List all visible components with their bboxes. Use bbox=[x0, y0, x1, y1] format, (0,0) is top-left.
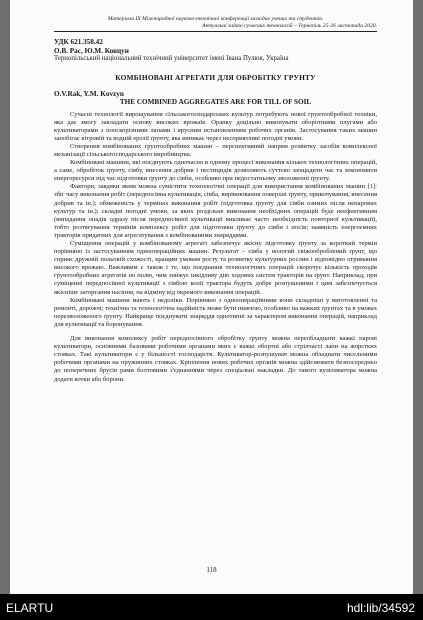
affiliation: Тернопільський національний технічний університет імені Івана Пулюя, Україна bbox=[54, 55, 289, 62]
page-number: 118 bbox=[206, 566, 217, 574]
authors: О.В. Рас, Ю.М. Ковцун bbox=[54, 46, 129, 55]
udc-code: УДК 621.358.42 bbox=[54, 38, 103, 46]
authors-en: O.V.Rak, Y.M. Kovzyn bbox=[54, 89, 124, 98]
paragraph-2: Створення комбінованих грунтообробних машин – перспективний напрям розвитку засобів комплексної механізації сільськогосподарського виробництва. bbox=[54, 142, 377, 158]
paragraph-4: Фактори, завдяки яким можна сумістити технологічні операції для використання комбінованих машин [1]: збіг часу виконання робіт (передпосівна культивація, сівба, вирівнювання поверхні ґрунту, прикочування, внесення добрив та ін.); обмеженість у термінах виконання робіт (підготовка ґрунту для сівби озимих після непарових культур та ін.); складні погодні умови, за яких роздільне виконання необхідних операцій буде неефективним (випадання опадів одразу після передпосівної культивації викликає часто необхідність повторної культивації), тобто розтягування термінів комплексу робіт для підготовки ґрунту до сівби і посів; наявність енергоємних тракторів придатних для агрегатування з комбінованими знаряддями. bbox=[54, 183, 377, 239]
paragraph-6: Комбіновані машини мають і недоліки. Порівняно з одноопераційними вони складніші у виготовленні та ремонті, дорожчі; технічна та технологічна надійність може бути нижчою, особливо на важких ґрунтах та в умовах перезволоженого ґрунту. Найкраще поєднувати знаряддя однотипні за характером виконання операцій, наприклад для культивації та боронування. bbox=[54, 296, 377, 328]
repository-footer bbox=[0, 594, 423, 620]
paper-title-en: THE COMBINED AGGREGATES ARE FOR TILL OF SOIL bbox=[119, 98, 312, 106]
paper-title-ua: КОМБІНОВАНІ АГРЕГАТИ ДЛЯ ОБРОБІТКУ ГРУНТУ bbox=[115, 72, 316, 82]
paragraph-1: Сучасні технології вирощування сільськогосподарських культур потребують нової грунтообробної техніки, яка дає змогу закладати основу високих врожаїв. Оранку доцільно виконувати оборотними плугами або культиваторами з плоскорізними лапами і ярусним встановленням робочих органів. Застосування таких машин запобігає вітровій та водній ерозії ґрунту, яка виникає через несприятливі погодні умови. bbox=[54, 110, 377, 142]
repository-name: ELARTU bbox=[6, 601, 54, 615]
document-page bbox=[10, 0, 413, 594]
paragraph-3: Комбіновані машини, які поєднують одночасно в одному процесі виконання кількох технологічних операцій, а саме, обробіток ґрунту, сівбу, внесення добрив і пестицидів дозволяють суттєво заощадити час та зекономити енергоресурси під час підготовки ґрунту до сівби, особливо при недостатньому зволоженні ґрунту. bbox=[54, 159, 377, 183]
conference-header bbox=[54, 16, 377, 32]
handle-link[interactable]: hdl:lib/34592 bbox=[346, 601, 415, 615]
paragraph-5: Суміщення операцій у комбінованому агрегаті забезпечує якісну підготовку ґрунту за короткий термін порівняно із застосуванням одноопераційних машин. Результат – сівба у вологий свіжооброблений ґрунт, що сприяє дружній польовій схожості, кращим умовам росту та розвитку культурних рослин і відповідно отримання високого врожаю. Важливим є також і те, що поєднання технологічних операцій скорочує кількість проходів грунтообробних агрегатів по полю, чим знижує шкідливу дію ходових систем тракторів на ґрунт. Наприклад, при суміщенні передпосівної культивації з сівбою колії трактора будуть добре розпушеними і цим забезпечується якісніше загортання насіння, на відміну від окремого виконання операцій. bbox=[54, 240, 377, 296]
paragraph-7: Для виконання комплексу робіт передпосівного обробітку ґрунту можна переобладнати важкі парові культиватори, основними базовими робочими органами яких є важкі обортні або стрілчасті лапи на жорстких стояках. Такі культиватори є у більшості господарств. Культиватор-розпушувач можна обладнати чисельними робочими органами на пружинних стояках. Кріплення нових робочих органів можна здійснювати безпосередньо до поперечних брусів рами болтовими з'єднаннями через спеціальні накладки. До такого культиватора можна додати котки або борони. bbox=[54, 335, 377, 383]
header-line-1: Матеріали IX Міжнародної науково-технічної конференції молодих учених та студентів. bbox=[107, 16, 324, 22]
header-line-2: Актуальні задачі сучасних технологій – Тернопіль 25-26 листопада 2020. bbox=[202, 23, 377, 29]
